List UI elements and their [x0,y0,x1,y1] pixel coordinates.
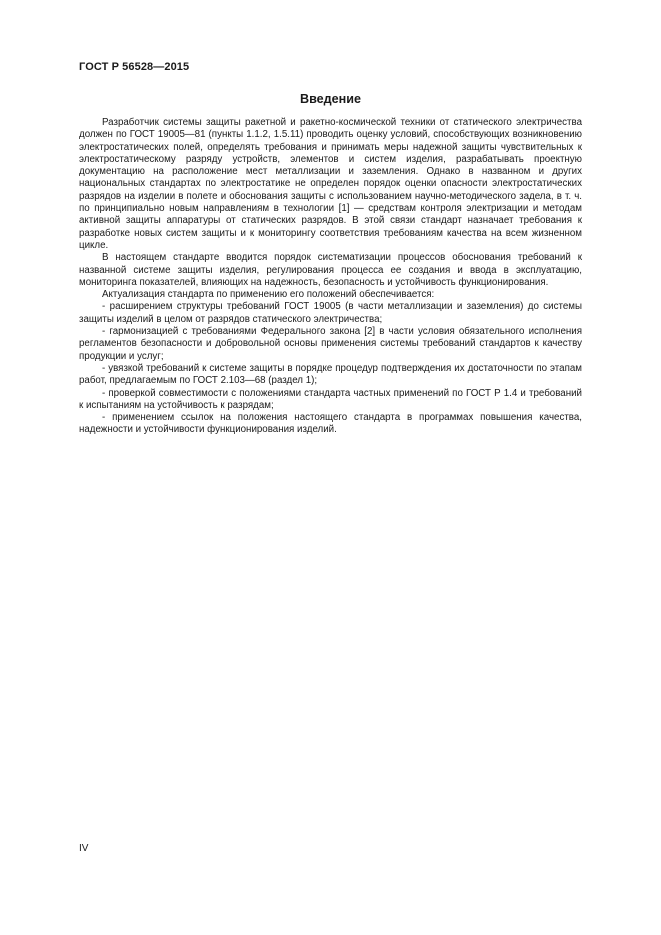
paragraph-intro: Разработчик системы защиты ракетной и ракетно-космической техники от статического электричества должен по ГОСТ 19005—81 (пункты 1.1.2, 1.5.11) проводить оценку условий, способствующих возникновению электростатических полей, определять требования и принимать меры надежной защиты чувствительных к электростатическому разряду устройств, элементов и систем изделия, разрабатывать проектную документацию на расположение мест металлизации и заземления. Однако в названном и других национальных стандартах по электростатике не определен порядок оценки опасности электростатических разрядов на изделии в полете и обоснования защиты с использованием научно-методического задела, в т. ч. по принципиально новым направлениям в технологии [1] — средствам контроля электризации и методам активной защиты аппаратуры от статических разрядов. В этой связи стандарт назначает требования к разработке новых систем защиты и к мониторингу соответствия требованиям качества на всем жизненном цикле. [79,117,582,251]
list-item: - гармонизацией с требованиями Федерального закона [2] в части условия обязательного исполнения регламентов безопасности и добровольной основы применения системы требований стандартов к качеству продукции и услуг; [79,326,582,362]
list-item: - проверкой совместимости с положениями стандарта частных применений по ГОСТ Р 1.4 и требований к испытаниям на устойчивость к разрядам; [79,387,582,411]
paragraph-actualization: Актуализация стандарта по применению его положений обеспечивается: [102,289,435,301]
page-number: IV [79,843,89,854]
list-item: - увязкой требований к системе защиты в порядке процедур подтверждения их достаточности по этапам работ, предлагаемым по ГОСТ 2.103—68 (раздел 1); [79,362,582,387]
introduction-body [79,117,582,437]
list-item: - расширением структуры требований ГОСТ 19005 (в части металлизации и заземления) до системы защиты изделий в целом от разрядов статического электричества; [79,301,582,325]
paragraph-standard-scope: В настоящем стандарте вводится порядок систематизации процессов обоснования требований к названной системе защиты изделия, регулирования процесса ее создания и ввода в эксплуатацию, мониторинга показателей, влияющих на надежность, безопасность и устойчивость функционирования. [79,252,582,288]
section-title: Введение [299,92,362,106]
list-item: - применением ссылок на положения настоящего стандарта в программах повышения качества, надежности и устойчивости функционирования изделий. [79,412,582,436]
document-code-header: ГОСТ Р 56528—2015 [79,61,190,73]
